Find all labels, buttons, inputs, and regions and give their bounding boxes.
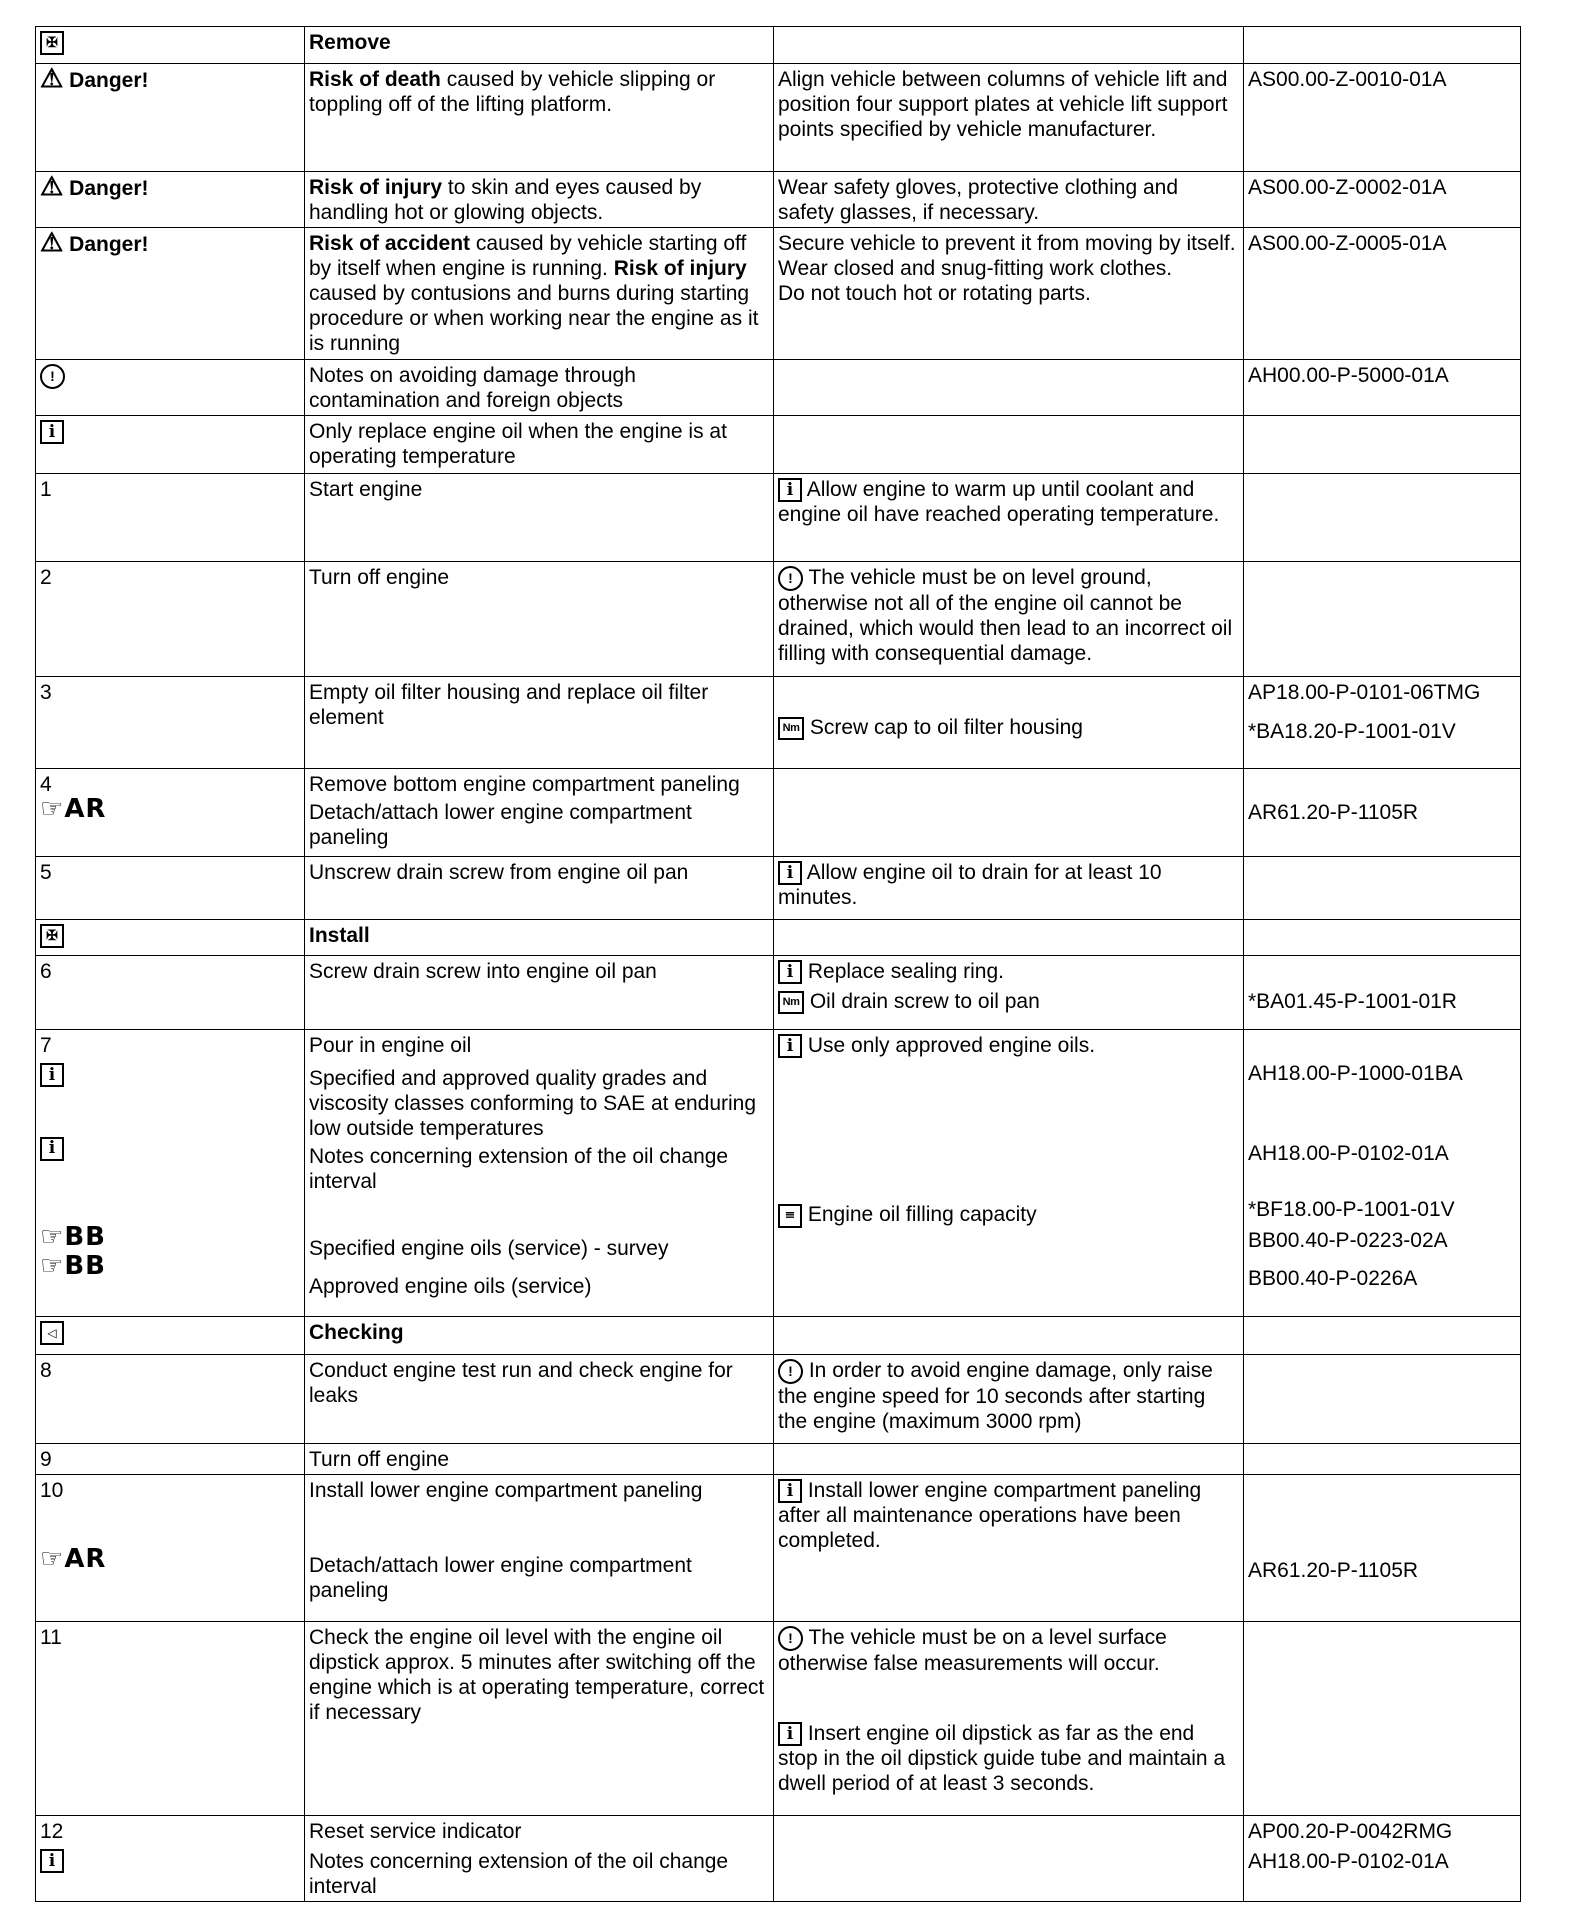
table-row: 9 Turn off engine (36, 1444, 1521, 1475)
damage-note-icon: ! (778, 1359, 803, 1384)
reference-code: AH18.00-P-1000-01BA (1248, 1062, 1463, 1085)
filling-capacity-icon: ≡ (778, 1204, 802, 1228)
damage-note-icon: ! (778, 566, 803, 591)
pointing-hand-icon: ☞ (40, 794, 65, 824)
pointing-hand-icon: ☞ (40, 1221, 65, 1252)
info-icon: i (40, 1063, 64, 1087)
reference-code: BB00.40-P-0223-02A (1248, 1229, 1448, 1252)
section-title: Checking (305, 1317, 774, 1355)
table-row: 1 Start engine i Allow engine to warm up until coolant and engine oil have reached operating temperature. (36, 474, 1521, 562)
remove-icon: ✠ (40, 31, 64, 55)
reference-code: AH18.00-P-0102-01A (1248, 1142, 1449, 1165)
install-icon: ✠ (40, 924, 64, 948)
reference-code: AH18.00-P-0102-01A (1248, 1850, 1449, 1873)
section-remove (36, 27, 1521, 64)
info-icon: i (40, 1849, 64, 1873)
reference-code: BB00.40-P-0226A (1248, 1267, 1418, 1290)
table-row: i Only replace engine oil when the engine is at operating temperature (36, 416, 1521, 474)
info-icon: i (778, 960, 802, 984)
info-icon: i (778, 861, 802, 885)
warning-triangle-icon: ⚠ (40, 63, 64, 93)
info-icon: i (778, 1722, 802, 1746)
section-title: Remove (305, 27, 774, 64)
info-icon: i (40, 1137, 64, 1161)
pointing-hand-icon: ☞ (40, 1250, 65, 1281)
checking-icon: ◁ (40, 1321, 64, 1345)
table-row: 3 Empty oil filter housing and replace oil filter element Nm Screw cap to oil filter housing AP18.00-P-0101-06TMG *BA18.20-P-1001-01V (36, 677, 1521, 769)
reference-code: AS00.00-Z-0010-01A (1244, 64, 1521, 172)
table-row: 11 Check the engine oil level with the engine oil dipstick approx. 5 minutes after switching off the engine which is at operating temperature, correct if necessary ! The vehicle must be on a level surface otherwise false measurements will occur. i Insert engine oil dipstick as far as the end stop in the oil dipstick guide tube and maintain a dwell period of at least 3 seconds. (36, 1622, 1521, 1816)
pointing-hand-icon: ☞ (40, 1544, 65, 1574)
torque-nm-icon: Nm (778, 717, 804, 740)
table-row: 12 i Reset service indicator Notes concerning extension of the oil change interval AP00.20-P-0042RMG AH18.00-P-0102-01A (36, 1816, 1521, 1902)
reference-code: AP18.00-P-0101-06TMG (1248, 681, 1481, 704)
reference-code: *BA01.45-P-1001-01R (1248, 990, 1457, 1013)
table-row: ⚠ Danger! Risk of accident caused by vehicle starting off by itself when engine is running. Risk of injury caused by contusions and burns during starting procedure or when working near the engine as it is running Secure vehicle to prevent it from moving by itself. Wear closed and snug-fitting work clothes. Do not touch hot or rotating parts. AS00.00-Z-0005-01A (36, 228, 1521, 360)
reference-code: AS00.00-Z-0002-01A (1244, 172, 1521, 228)
section-title: Install (305, 920, 774, 956)
section-install (36, 920, 1521, 956)
table-row: 6 Screw drain screw into engine oil pan i Replace sealing ring. Nm Oil drain screw to oil pan *BA01.45-P-1001-01R (36, 956, 1521, 1030)
info-icon: i (778, 1479, 802, 1503)
table-row: ! Notes on avoiding damage through contamination and foreign objects AH00.00-P-5000-01A (36, 360, 1521, 416)
reference-code: AR61.20-P-1105R (1248, 801, 1419, 824)
table-row: ⚠ Danger! Risk of injury to skin and eyes caused by handling hot or glowing objects. Wear safety gloves, protective clothing and safety glasses, if necessary. AS00.00-Z-0002-01A (36, 172, 1521, 228)
reference-code: AR61.20-P-1105R (1248, 1559, 1419, 1582)
table-row: 7 i i ☞BB ☞BB Pour in engine oil Specified and approved quality grades and viscosity classes conforming to SAE at enduring low outside temperatures Notes concerning extension of the oil change interval Specified engine oils (service) - survey Approved engine oils (service) i Use only approved engine oils. ≡ Engine oil filling capacity AH18.00-P-1000-01BA AH18.00-P-0102-01A *BF18.00-P-1001-01V BB00.40-P-0223-02A BB00.40-P-0226A (36, 1030, 1521, 1317)
table-row: 10 ☞AR Install lower engine compartment paneling Detach/attach lower engine compartment paneling i Install lower engine compartment paneling after all maintenance operations have been completed. AR61.20-P-1105R (36, 1475, 1521, 1622)
reference-code: *BA18.20-P-1001-01V (1248, 720, 1456, 743)
table-row: 5 Unscrew drain screw from engine oil pan i Allow engine oil to drain for at least 10 minutes. (36, 857, 1521, 920)
reference-code: AH00.00-P-5000-01A (1244, 360, 1521, 416)
info-icon: i (778, 1034, 802, 1058)
table-row: 4 ☞AR Remove bottom engine compartment paneling Detach/attach lower engine compartment paneling AR61.20-P-1105R (36, 769, 1521, 857)
warning-triangle-icon: ⚠ (40, 227, 64, 257)
section-checking (36, 1317, 1521, 1355)
table-row: 2 Turn off engine ! The vehicle must be on level ground, otherwise not all of the engine oil cannot be drained, which would then lead to an incorrect oil filling with consequential damage. (36, 562, 1521, 677)
info-icon: i (778, 478, 802, 502)
damage-note-icon: ! (40, 364, 65, 389)
damage-note-icon: ! (778, 1626, 803, 1651)
reference-code: AS00.00-Z-0005-01A (1244, 228, 1521, 360)
warning-triangle-icon: ⚠ (40, 171, 64, 201)
reference-code: AP00.20-P-0042RMG (1248, 1820, 1453, 1843)
table-row: 8 Conduct engine test run and check engine for leaks ! In order to avoid engine damage, only raise the engine speed for 10 seconds after starting the engine (maximum 3000 rpm) (36, 1355, 1521, 1444)
table-row: ⚠ Danger! Risk of death caused by vehicle slipping or toppling off of the lifting platform. Align vehicle between columns of vehicle lift and position four support plates at vehicle lift support points specified by vehicle manufacturer. AS00.00-Z-0010-01A (36, 64, 1521, 172)
info-icon: i (40, 420, 64, 444)
torque-nm-icon: Nm (778, 991, 804, 1014)
reference-code: *BF18.00-P-1001-01V (1248, 1198, 1455, 1221)
procedure-table (35, 26, 1521, 1902)
